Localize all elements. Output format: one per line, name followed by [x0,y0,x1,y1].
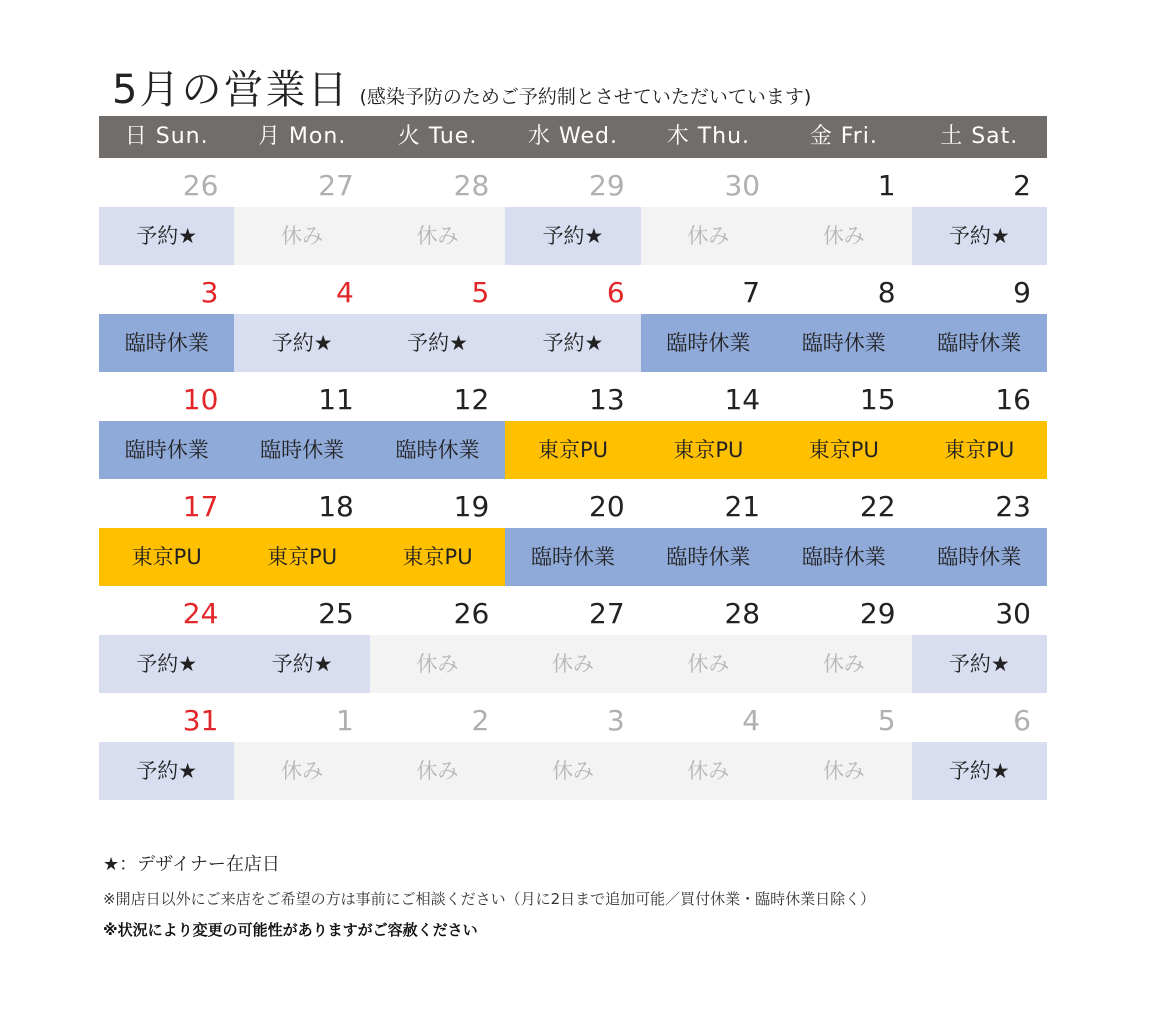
status-cell-rest: 休み [641,742,776,800]
date-cell: 2 [1013,169,1031,202]
title-subtitle: (感染予防のためご予約制とさせていただいています) [359,86,812,108]
status-cell-reserve: 予約★ [99,207,234,265]
status-cell-reserve: 予約★ [912,207,1047,265]
date-cell: 13 [589,383,625,416]
date-cell: 17 [182,490,219,523]
date-cell: 12 [453,383,490,416]
date-cell: 23 [995,490,1031,523]
date-cell: 4 [742,704,761,737]
status-cell-closed: 臨時休業 [641,528,776,586]
title-main: 5月の営業日 [112,67,350,113]
calendar-week [99,693,1047,800]
status-cell-tokyo: 東京PU [99,528,234,586]
week-dates-row [99,479,1047,528]
status-cell-rest: 休み [641,635,776,693]
status-cell-closed: 臨時休業 [641,314,776,372]
status-cell-closed: 臨時休業 [912,314,1047,372]
week-status-row [99,528,1047,586]
status-cell-reserve: 予約★ [99,742,234,800]
weekday-wed: 水 Wed. [528,124,618,149]
date-cell: 30 [995,597,1031,630]
weekday-thu: 木 Thu. [666,124,751,149]
date-cell: 19 [453,490,490,523]
date-cell: 11 [318,383,354,416]
date-cell: 22 [859,490,896,523]
date-cell: 8 [877,276,896,309]
calendar-title [112,58,811,115]
date-cell: 26 [182,169,219,202]
legend-note: ★：デザイナー在店日 [103,854,280,875]
status-cell-closed: 臨時休業 [370,421,505,479]
status-cell-reserve: 予約★ [505,314,640,372]
week-dates-row [99,586,1047,635]
status-cell-reserve: 予約★ [912,742,1047,800]
week-status-row [99,421,1047,479]
date-cell: 3 [606,704,625,737]
date-cell: 16 [995,383,1031,416]
calendar-week [99,586,1047,693]
date-cell: 14 [724,383,761,416]
calendar-week [99,479,1047,586]
week-dates-row [99,693,1047,742]
calendar-week [99,372,1047,479]
date-cell: 29 [859,597,896,630]
status-cell-rest: 休み [370,207,505,265]
weekday-tue: 火 Tue. [397,124,478,149]
status-cell-reserve: 予約★ [912,635,1047,693]
date-cell: 27 [589,597,625,630]
status-cell-reserve: 予約★ [234,635,369,693]
status-cell-rest: 休み [234,207,369,265]
date-cell: 3 [200,276,219,309]
status-cell-reserve: 予約★ [99,635,234,693]
date-cell: 21 [724,490,761,523]
date-cell: 6 [1013,704,1031,737]
status-cell-closed: 臨時休業 [99,421,234,479]
weekday-sun: 日 Sun. [124,124,209,149]
date-cell: 1 [877,169,896,202]
date-cell: 26 [453,597,490,630]
calendar-grid [99,116,1047,800]
weekday-mon: 月 Mon. [257,124,347,149]
status-cell-closed: 臨時休業 [505,528,640,586]
status-cell-tokyo: 東京PU [776,421,911,479]
weekday-sat: 土 Sat. [940,124,1019,149]
status-cell-closed: 臨時休業 [912,528,1047,586]
date-cell: 15 [859,383,896,416]
status-cell-rest: 休み [641,207,776,265]
status-cell-rest: 休み [505,635,640,693]
week-status-row [99,314,1047,372]
weekday-header [99,116,1047,158]
date-cell: 28 [724,597,761,630]
date-cell: 10 [182,383,219,416]
date-cell: 9 [1013,276,1031,309]
status-cell-tokyo: 東京PU [641,421,776,479]
status-cell-tokyo: 東京PU [370,528,505,586]
status-cell-reserve: 予約★ [234,314,369,372]
date-cell: 5 [877,704,896,737]
status-cell-rest: 休み [776,207,911,265]
week-dates-row [99,372,1047,421]
date-cell: 7 [742,276,761,309]
date-cell: 24 [182,597,219,630]
notes [103,850,875,940]
status-cell-closed: 臨時休業 [99,314,234,372]
status-cell-tokyo: 東京PU [912,421,1047,479]
status-cell-tokyo: 東京PU [234,528,369,586]
status-cell-closed: 臨時休業 [776,314,911,372]
status-cell-rest: 休み [776,635,911,693]
date-cell: 30 [724,169,761,202]
week-status-row [99,207,1047,265]
date-cell: 18 [318,490,354,523]
status-cell-rest: 休み [776,742,911,800]
week-dates-row [99,158,1047,207]
date-cell: 1 [336,704,354,737]
weekday-fri: 金 Fri. [809,124,878,149]
date-cell: 6 [606,276,625,309]
status-cell-closed: 臨時休業 [776,528,911,586]
status-cell-rest: 休み [234,742,369,800]
status-cell-reserve: 予約★ [505,207,640,265]
date-cell: 20 [589,490,625,523]
date-cell: 28 [453,169,490,202]
week-status-row [99,635,1047,693]
date-cell: 31 [182,704,219,737]
date-cell: 29 [589,169,625,202]
date-cell: 2 [471,704,490,737]
status-cell-tokyo: 東京PU [505,421,640,479]
date-cell: 27 [318,169,354,202]
consultation-note: ※開店日以外にご来店をご希望の方は事前にご相談ください（月に2日まで追加可能／買付休業・臨時休業日除く） [103,890,876,908]
week-dates-row [99,265,1047,314]
date-cell: 4 [336,276,354,309]
change-notice: ※状況により変更の可能性がありますがご容赦ください [103,921,478,939]
status-cell-rest: 休み [370,742,505,800]
week-status-row [99,742,1047,800]
status-cell-closed: 臨時休業 [234,421,369,479]
calendar-week [99,265,1047,372]
status-cell-reserve: 予約★ [370,314,505,372]
date-cell: 5 [471,276,490,309]
calendar-week [99,158,1047,265]
status-cell-rest: 休み [370,635,505,693]
calendar-weeks [99,158,1047,800]
date-cell: 25 [318,597,354,630]
status-cell-rest: 休み [505,742,640,800]
